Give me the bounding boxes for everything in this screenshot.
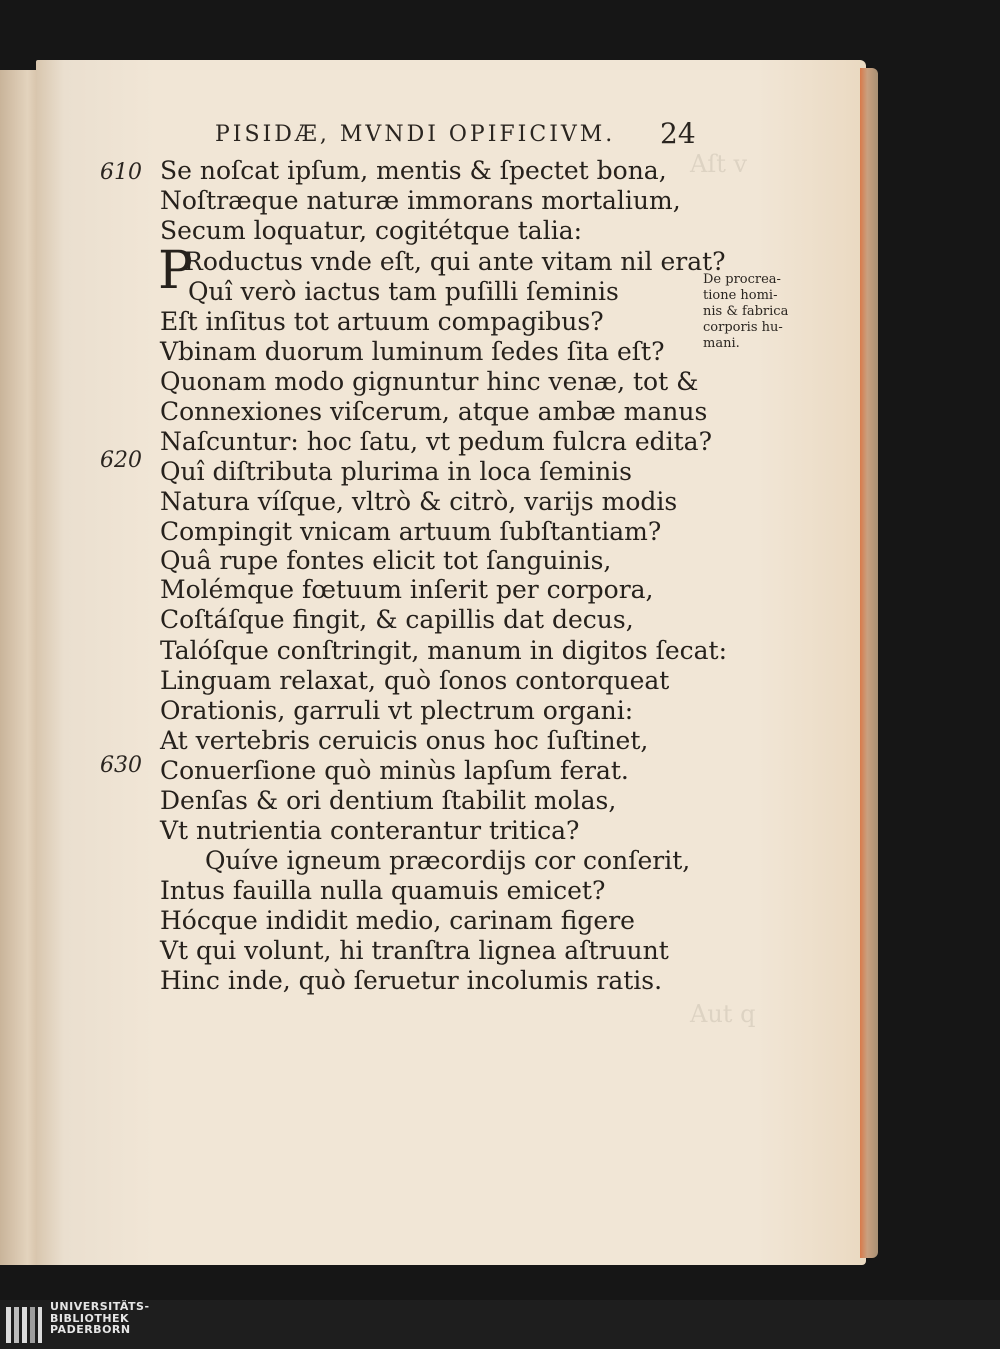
show-through-text: Aſt v	[690, 150, 748, 178]
verse-line: Quonam modo gignuntur hinc venæ, tot &	[160, 367, 699, 396]
drop-capital: P	[158, 241, 193, 301]
verse-line: Talóſque conſtringit, manum in digitos ſecat:	[160, 636, 728, 665]
line-number-610: 610	[100, 160, 142, 185]
margin-note-line: corporis hu-	[703, 320, 783, 335]
margin-note-line: tione homi-	[703, 288, 778, 303]
running-head: PISIDÆ, MVNDI OPIFICIVM.	[215, 122, 616, 147]
margin-note-line: De procrea-	[703, 272, 781, 287]
verse-line: Roductus vnde eſt, qui ante vitam nil erat?	[184, 247, 726, 276]
verse-line: Compingit vnicam artuum ſubſtantiam?	[160, 517, 662, 546]
verse-line: Molémque fœtuum inſerit per corpora,	[160, 575, 654, 604]
page-gilt-edge	[860, 68, 878, 1258]
verse-line: Conuerſione quò minùs lapſum ferat.	[160, 756, 629, 785]
verse-line: Noſtræque naturæ immorans mortalium,	[160, 186, 681, 215]
line-number-620: 620	[100, 448, 142, 473]
page-number: 24	[660, 117, 696, 150]
verse-line: Quíve igneum præcordijs cor conſerit,	[205, 846, 691, 875]
verse-line: Orationis, garruli vt plectrum organi:	[160, 696, 634, 725]
verse-line: Natura víſque, vltrò & citrò, varijs modis	[160, 487, 678, 516]
verse-line: Vbinam duorum luminum ſedes ſita eſt?	[160, 337, 665, 366]
margin-note-line: mani.	[703, 336, 740, 351]
verse-line: Quî diſtributa plurima in loca ſeminis	[160, 457, 633, 486]
show-through-text: Aut q	[690, 1000, 756, 1028]
verse-line: Se noſcat ipſum, mentis & ſpectet bona,	[160, 156, 667, 185]
library-name	[50, 1301, 150, 1336]
verse-line: Secum loquatur, cogitétque talia:	[160, 216, 583, 245]
verse-line: Vt nutrientia conterantur tritica?	[160, 816, 580, 845]
line-number-630: 630	[100, 753, 142, 778]
verse-line: Denſas & ori dentium ſtabilit molas,	[160, 786, 617, 815]
verse-line: Vt qui volunt, hi tranſtra lignea aſtruunt	[160, 936, 669, 965]
verse-line: Intus fauilla nulla quamuis emicet?	[160, 876, 606, 905]
library-name-line: PADERBORN	[50, 1323, 131, 1336]
verse-line: At vertebris ceruicis onus hoc ſuſtinet,	[160, 726, 649, 755]
margin-note	[703, 272, 795, 352]
verse-line: Connexiones viſcerum, atque ambæ manus	[160, 397, 708, 426]
verse-line: Hócque indidit medio, carinam figere	[160, 906, 635, 935]
verse-line: Coſtáſque fingit, & capillis dat decus,	[160, 605, 634, 634]
library-name-line: UNIVERSITÄTS-	[50, 1300, 150, 1313]
footer-bar	[0, 1300, 1000, 1349]
verse-line: Quâ rupe fontes elicit tot ſanguinis,	[160, 546, 612, 575]
verse-line: Eſt inſitus tot artuum compagibus?	[160, 307, 604, 336]
verse-line: Naſcuntur: hoc ſatu, vt pedum fulcra edita?	[160, 427, 712, 456]
margin-note-line: nis & fabrica	[703, 304, 789, 319]
verse-line: Quî verò iactus tam puſilli ſeminis	[188, 277, 619, 306]
verse-line: Hinc inde, quò ſeruetur incolumis ratis.	[160, 966, 663, 995]
library-logo-icon	[4, 1304, 44, 1346]
library-name-line: BIBLIOTHEK	[50, 1311, 130, 1325]
verse-line: Linguam relaxat, quò ſonos contorqueat	[160, 666, 670, 695]
